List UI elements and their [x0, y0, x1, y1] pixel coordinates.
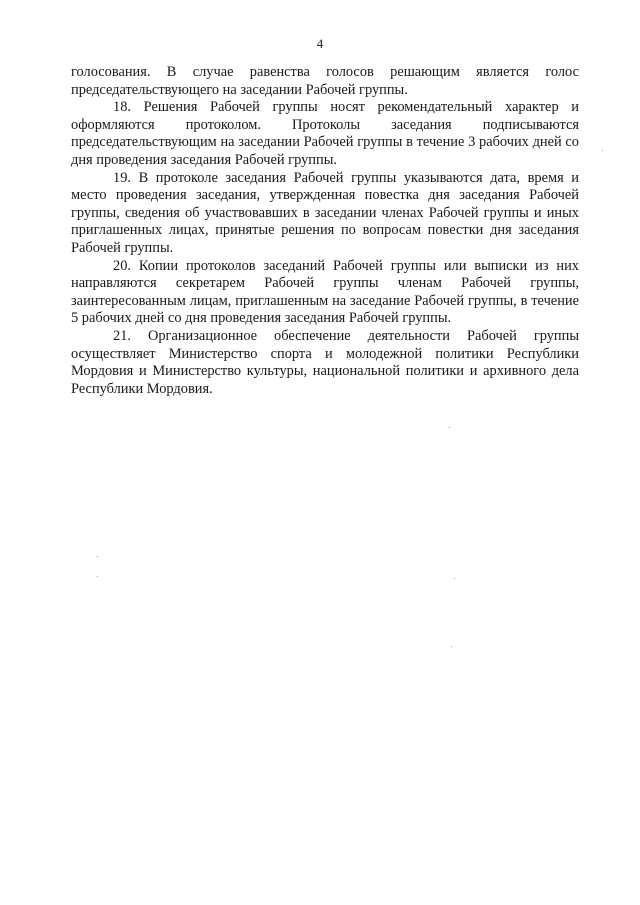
paragraph-21: 21. Организационное обеспечение деятельности Рабочей группы осуществляет Министерство спорта и молодежной политики Республики Мордовия и Министерство культуры, национальной политики и архивного дела Республики Мордовия.	[71, 327, 579, 397]
scan-speck	[97, 576, 98, 577]
paragraph-continuation: голосования. В случае равенства голосов решающим является голос председательствующего на заседании Рабочей группы.	[71, 64, 579, 98]
scan-speck	[97, 556, 98, 557]
document-body	[71, 64, 579, 398]
scan-speck	[451, 646, 452, 647]
scan-speck	[602, 150, 603, 151]
paragraph-20: 20. Копии протоколов заседаний Рабочей группы или выписки из них направляются секретарем Рабочей группы членам Рабочей группы, заинтересованным лицам, приглашенным на заседание Рабочей группы, в течение 5 рабочих дней со дня проведения заседания Рабочей группы.	[71, 257, 579, 327]
page-number: 4	[316, 36, 324, 51]
paragraph-19: 19. В протоколе заседания Рабочей группы указываются дата, время и место проведения заседания, утвержденная повестка дня заседания Рабочей группы, сведения об участвовавших в заседании членах Рабочей группы и иных приглашенных лицах, принятые решения по вопросам повестки дня заседания Рабочей группы.	[71, 169, 579, 256]
scan-speck	[449, 427, 450, 428]
scan-speck	[454, 578, 455, 579]
paragraph-18: 18. Решения Рабочей группы носят рекомендательный характер и оформляются протоколом. Протоколы заседания подписываются председательствующим на заседании Рабочей группы в течение 3 рабочих дней со дня проведения заседания Рабочей группы.	[71, 99, 579, 168]
